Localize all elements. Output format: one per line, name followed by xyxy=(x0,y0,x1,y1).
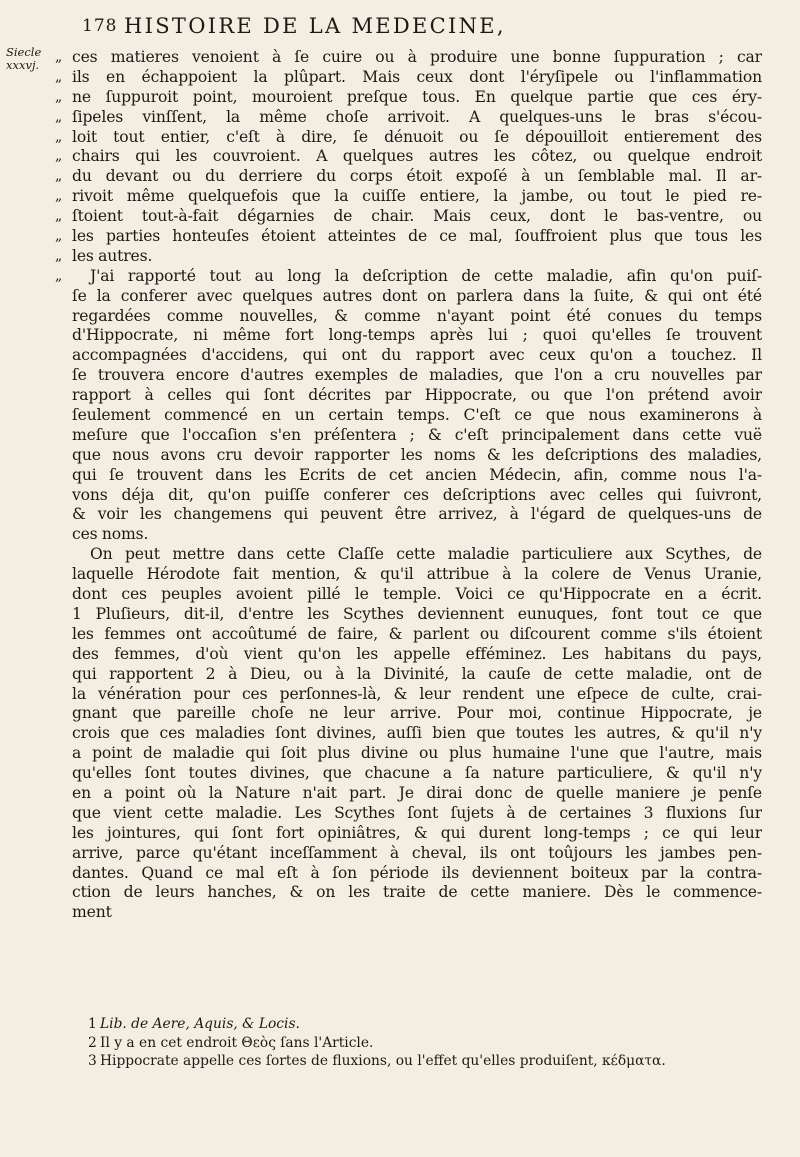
quote-mark: „ xyxy=(55,88,63,105)
text-line: crois que ces maladies ſont divines, auſſi bien que toutes les autres, & qu'il n'y xyxy=(72,724,762,743)
text-line: qu'elles ſont toutes divines, que chacune a ſa nature particuliere, & qu'il n'y xyxy=(72,764,762,783)
quote-mark: „ xyxy=(55,128,63,145)
quote-mark: „ xyxy=(55,49,63,65)
text-line: ſeulement commencé en un certain temps. C'eſt ce que nous examinerons à xyxy=(72,406,762,425)
text-line: ces matieres venoient à ſe cuire ou à produire une bonne ſuppuration ; car xyxy=(72,48,762,66)
text-line: des femmes, d'où vient qu'on les appelle efféminez. Les habitans du pays, xyxy=(72,644,762,663)
text-line: en a point où la Nature n'ait part. Je dirai donc de quelle maniere je penſe xyxy=(72,783,762,802)
text-line: 1 Pluſieurs, dit-il, d'entre les Scythes deviennent eunuques, font tout ce que xyxy=(72,604,762,623)
text-line: ſtoient tout-à-fait dégarnies de chair. Mais ceux, dont le bas-ventre, ou xyxy=(72,207,762,226)
text-line: la vénération pour ces perſonnes-là, & leur rendent une eſpece de culte, crai- xyxy=(72,684,762,703)
text-line: meſure que l'occaſion s'en préſentera ; & c'eſt principalement dans cette vuë xyxy=(72,425,762,444)
text-line: chairs qui les couvroient. A quelques autres les côtez, ou quelque endroit xyxy=(72,147,762,166)
text-line: ſipeles vinſſent, la même choſe arrivoit. A quelques-uns le bras s'écou- xyxy=(72,107,762,126)
text-line: vons déja dit, qu'on puiſſe conferer ces deſcriptions avec celles qui ſuivront, xyxy=(72,485,762,504)
text-line: les femmes ont accoûtumé de faire, & parlent ou diſcourent comme s'ils étoient xyxy=(72,624,762,643)
text-line: laquelle Hérodote fait mention, & qu'il attribue à la colere de Venus Uranie, xyxy=(72,565,762,584)
text-line: d'Hippocrate, ni même fort long-temps après lui ; quoi qu'elles ſe trouvent xyxy=(72,326,762,345)
quote-mark: „ xyxy=(55,267,63,284)
text-line: rivoit même quelquefois que la cuiſſe entiere, la jambe, ou tout le pied re- xyxy=(72,187,762,206)
footnote xyxy=(88,1034,758,1053)
quote-mark: „ xyxy=(55,208,63,225)
body-text xyxy=(72,48,762,923)
text-line: rapport à celles qui ſont décrites par Hippocrate, ou que l'on prétend avoir xyxy=(72,386,762,405)
quote-mark: „ xyxy=(55,247,63,264)
page-header xyxy=(68,14,758,44)
footnote-number: 2 xyxy=(88,1034,97,1051)
footnote-number: 3 xyxy=(88,1053,97,1069)
text-line: ne ſuppuroit point, mouroient preſque tous. En quelque partie que ces éry- xyxy=(72,87,762,106)
quote-mark: „ xyxy=(55,108,63,125)
text-line: dont ces peuples avoient pillé le temple. Voici ce qu'Hippocrate en a écrit. xyxy=(72,585,762,604)
quote-mark: „ xyxy=(55,188,63,205)
text-line: ces noms. xyxy=(72,525,149,544)
quote-mark: „ xyxy=(55,168,63,185)
text-line: ſe trouvera encore d'autres exemples de maladies, que l'on a cru nouvelles par xyxy=(72,366,762,385)
text-line: ction de leurs hanches, & on les traite de cette maniere. Dès le commence- xyxy=(72,883,762,902)
text-line: ment xyxy=(72,903,112,922)
quote-mark: „ xyxy=(55,148,63,165)
text-line: On peut mettre dans cette Claſſe cette maladie particuliere aux Scythes, de xyxy=(90,545,762,564)
text-line: ſe la conferer avec quelques autres dont on parlera dans la ſuite, & qui ont été xyxy=(72,286,762,305)
quote-mark: „ xyxy=(55,228,63,245)
text-line: les parties honteuſes étoient atteintes de ce mal, ſouffroient plus que tous les xyxy=(72,227,762,246)
quote-mark: „ xyxy=(55,68,63,85)
text-line: dantes. Quand ce mal eſt à ſon période ils deviennent boiteux par la contra- xyxy=(72,863,762,882)
text-line: gnant que pareille choſe ne leur arrive. Pour moi, continue Hippocrate, je xyxy=(72,704,762,723)
margin-note: Siecle xxxvj. xyxy=(6,45,42,72)
text-line: ils en échappoient la plûpart. Mais ceux dont l'éryſipele ou l'inflammation xyxy=(72,67,762,86)
text-line: du devant ou du derriere du corps étoit expoſé à un ſemblable mal. Il ar- xyxy=(72,167,762,186)
text-line: les autres. xyxy=(72,246,153,265)
footnote xyxy=(88,1015,758,1034)
quotation-marks-column xyxy=(55,48,71,287)
text-line: qui rapportent 2 à Dieu, ou à la Divinité, la cauſe de cette maladie, ont de xyxy=(72,664,762,683)
text-line: que vient cette maladie. Les Scythes ſont ſujets à de certaines 3 fluxions ſur xyxy=(72,803,762,822)
text-line: & voir les changemens qui peuvent être arrivez, à l'égard de quelques-uns de xyxy=(72,505,762,524)
footnotes xyxy=(88,1015,758,1071)
footnote-number: 1 xyxy=(88,1016,97,1032)
footnote-text: Il y a en cet endroit Θεὸς ſans l'Article. xyxy=(100,1034,374,1051)
text-line: regardées comme nouvelles, & comme n'ayant point été conues du temps xyxy=(72,306,762,325)
text-line: que nous avons cru devoir rapporter les noms & les deſcriptions des maladies, xyxy=(72,445,762,464)
text-line: les jointures, qui ſont fort opiniâtres, & qui durent long-temps ; ce qui leur xyxy=(72,823,762,842)
text-line: qui ſe trouvent dans les Ecrits de cet ancien Médecin, afin, comme nous l'a- xyxy=(72,465,762,484)
text-line: a point de maladie qui ſoit plus divine ou plus humaine l'une que l'autre, mais xyxy=(72,744,762,763)
footnote-text: Hippocrate appelle ces ſortes de fluxions, ou l'effet qu'elles produiſent, κέδματα. xyxy=(100,1053,666,1069)
page-number: 178 xyxy=(82,16,118,36)
footnote xyxy=(88,1052,758,1071)
footnote-text: Lib. de Aere, Aquis, & Locis. xyxy=(100,1016,300,1032)
running-title: HISTOIRE DE LA MEDECINE, xyxy=(124,14,506,38)
text-line: loit tout entier, c'eſt à dire, ſe dénuoit ou ſe dépouilloit entierement des xyxy=(72,127,762,146)
text-line: accompagnées d'accidens, qui ont du rapport avec ceux qu'on a touchez. Il xyxy=(72,346,762,365)
text-line: arrive, parce qu'étant inceſſamment à cheval, ils ont toûjours les jambes pen- xyxy=(72,843,762,862)
text-line: J'ai rapporté tout au long la deſcription de cette maladie, afin qu'on puiſ- xyxy=(90,266,762,285)
